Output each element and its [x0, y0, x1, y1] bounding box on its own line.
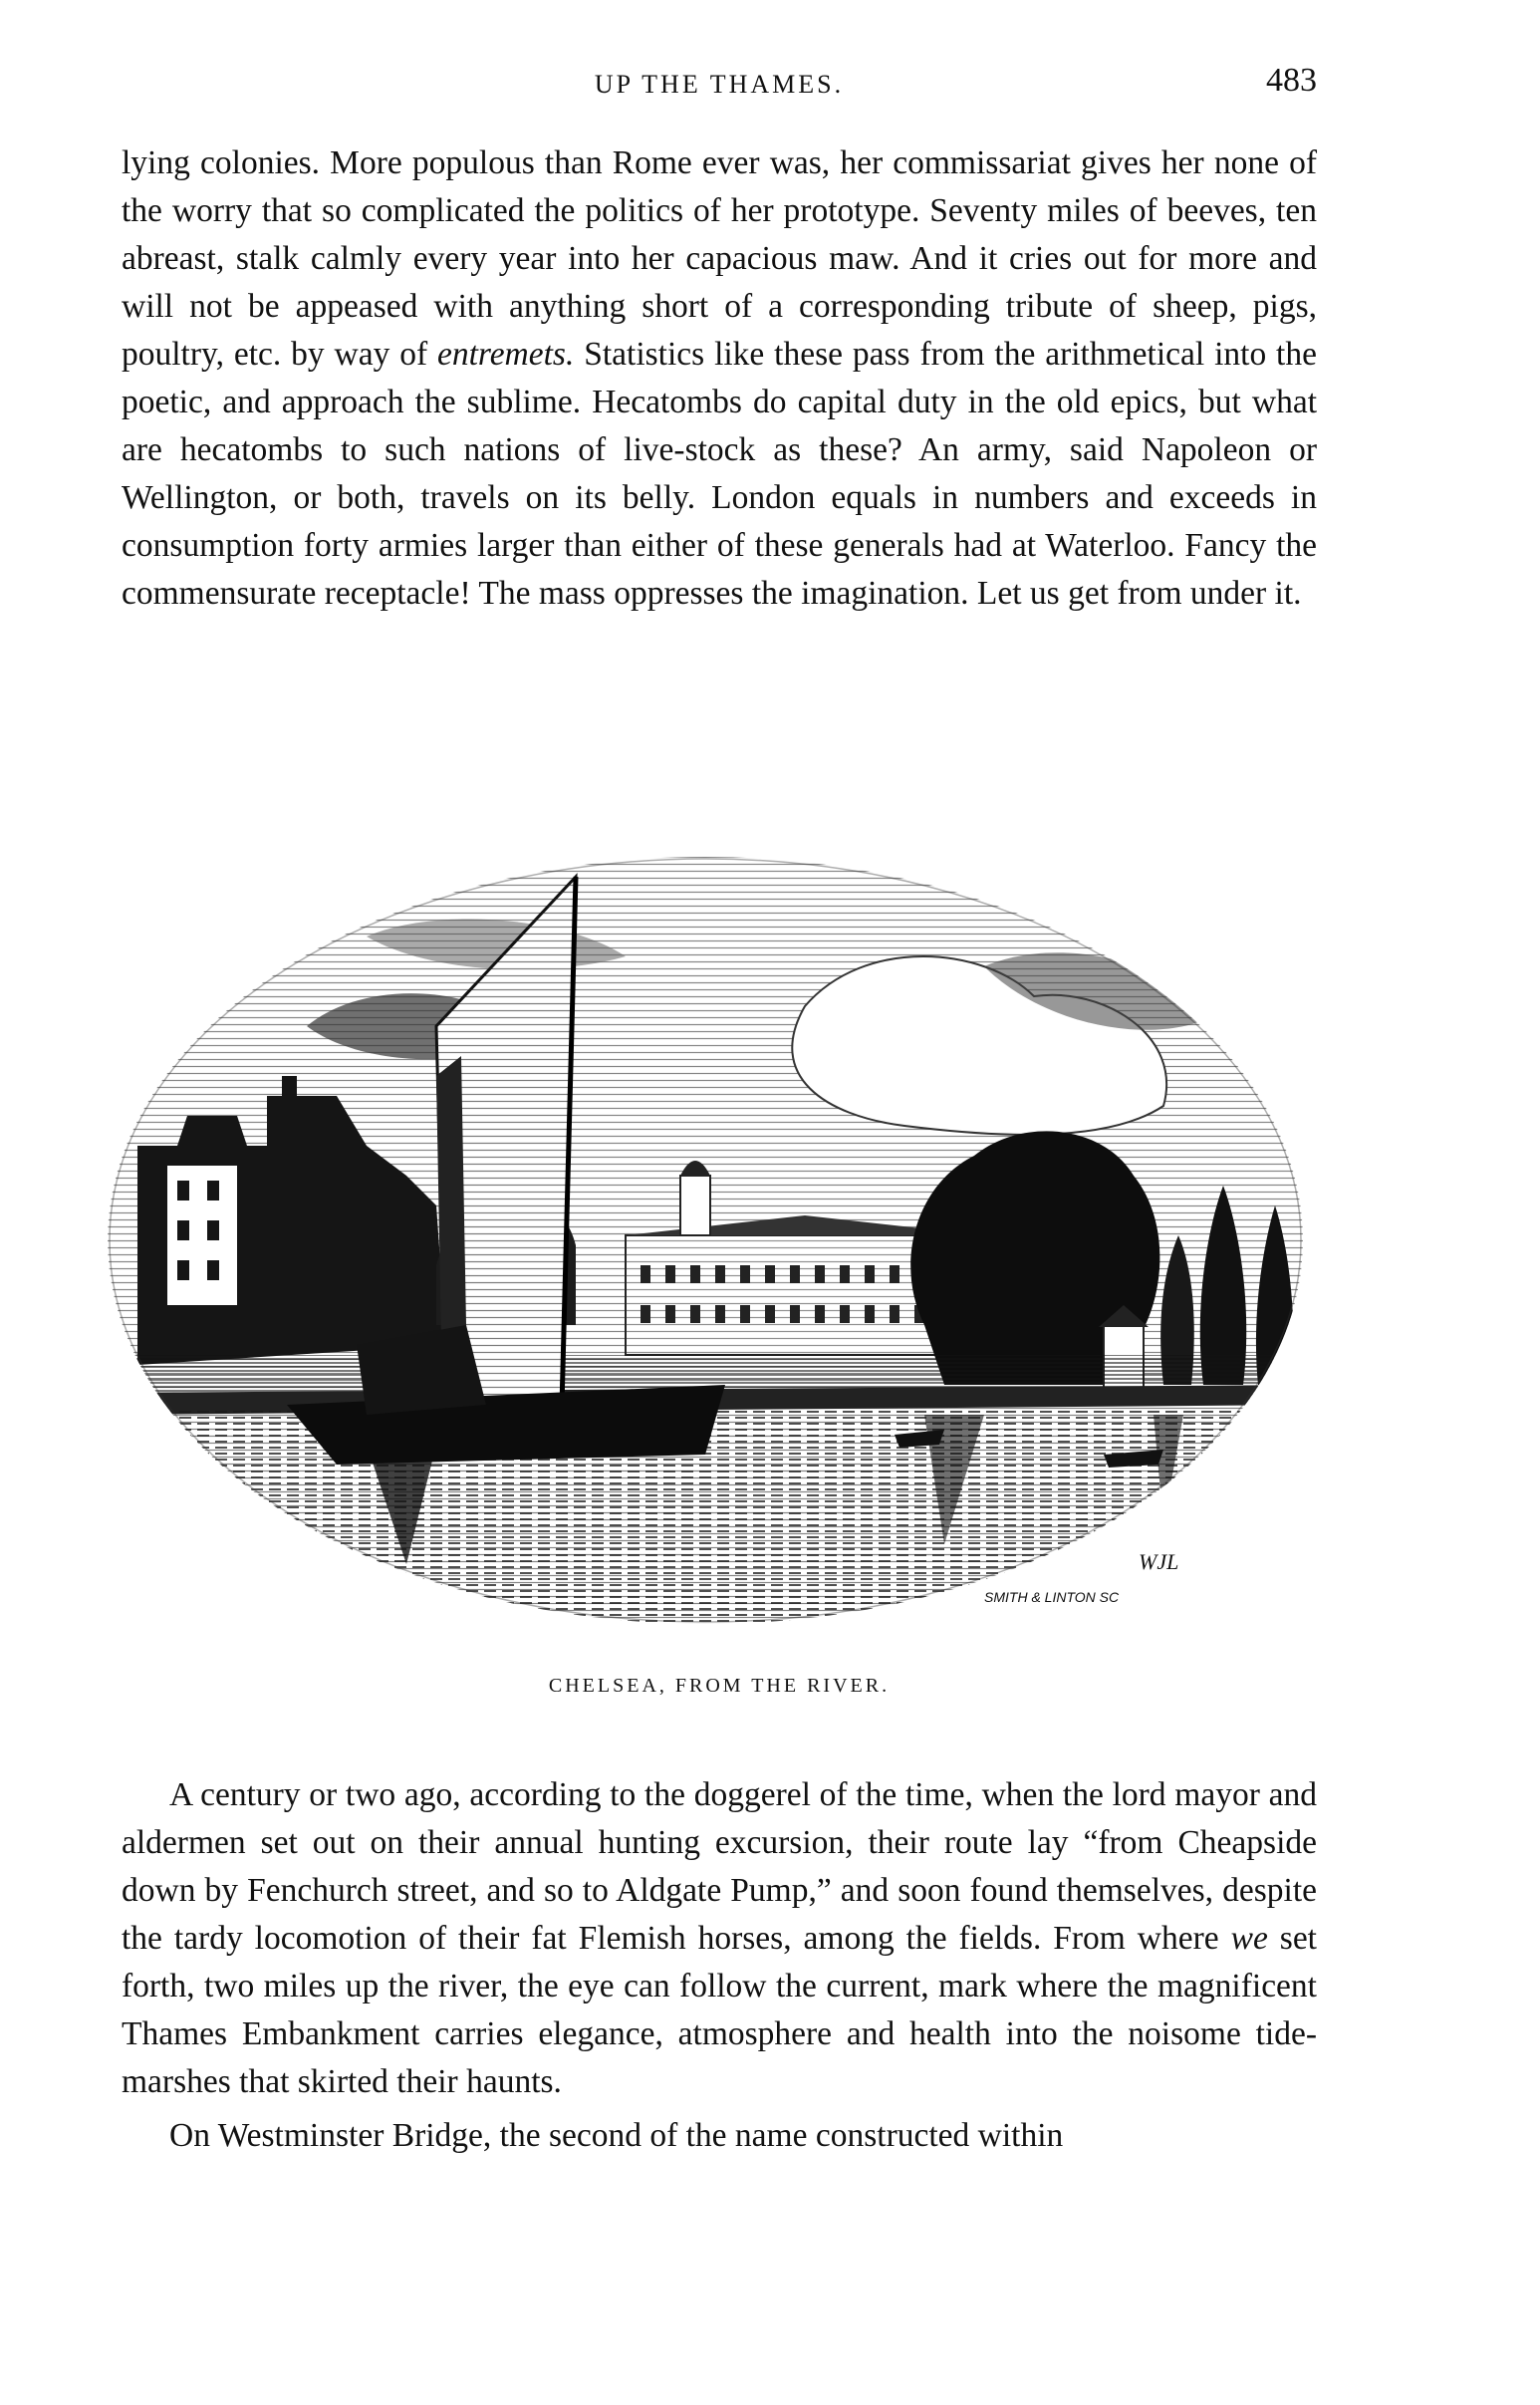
engraving-artwork: [108, 847, 1321, 1634]
figure-caption: CHELSEA, FROM THE RIVER.: [548, 1675, 891, 1697]
paragraph-1-italic: entremets.: [436, 336, 575, 373]
body-text-top: [122, 139, 1317, 618]
paragraph-3: On Westminster Bridge, the second of the name constructed within: [169, 2117, 1064, 2154]
engraver-signature: SMITH & LINTON SC: [984, 1589, 1120, 1605]
paragraph-2-italic: we: [1230, 1920, 1268, 1957]
paragraph-1-text-a: lying colonies. More populous than Rome ever was, her commissariat gives her none of the worry that so complicated the politics of her prototype. Seventy miles of beeves, ten abreast, stalk calmly every year into her capacious maw. And it cries out for more and will not be appeased with anything short of a corresponding tribute of sheep, pigs, poultry, etc. by way of: [122, 144, 1317, 373]
paragraph-2-text-a: A century or two ago, according to the doggerel of the time, when the lord mayor and aldermen set out on their annual hunting excursion, their route lay “from Cheapside down by Fenchurch street, and so to Aldgate Pump,” and soon found themselves, despite the tardy locomotion of their fat Flemish horses, among the fields. From where: [122, 1776, 1317, 1957]
running-title: UP THE THAMES.: [594, 70, 845, 99]
paragraph-2-text-b: set forth, two miles up the river, the eye can follow the current, mark where the magnificent Thames Embankment carries elegance, atmosphere and health into the noisome tide-marshes that skirted their haunts.: [122, 1920, 1317, 2100]
body-text-bottom: [122, 1771, 1317, 2160]
page-number: 483: [1266, 62, 1317, 99]
paragraph-1-text-b: Statistics like these pass from the arithmetical into the poetic, and approach the sublime. Hecatombs do capital duty in the old epics, but what are hecatombs to such nations of live-stock as these? An army, said Napoleon or Wellington, or both, travels on its belly. London equals in numbers and exceeds in consumption forty armies larger than either of these generals had at Waterloo. Fancy the commensurate receptacle! The mass oppresses the imagination. Let us get from under it.: [122, 336, 1317, 612]
paragraph-1: [122, 139, 1317, 618]
running-head: [122, 62, 1317, 110]
engraver-monogram: WJL: [1139, 1549, 1179, 1574]
paragraph-2: [122, 1771, 1317, 2106]
engraving-chelsea: [108, 847, 1321, 1634]
